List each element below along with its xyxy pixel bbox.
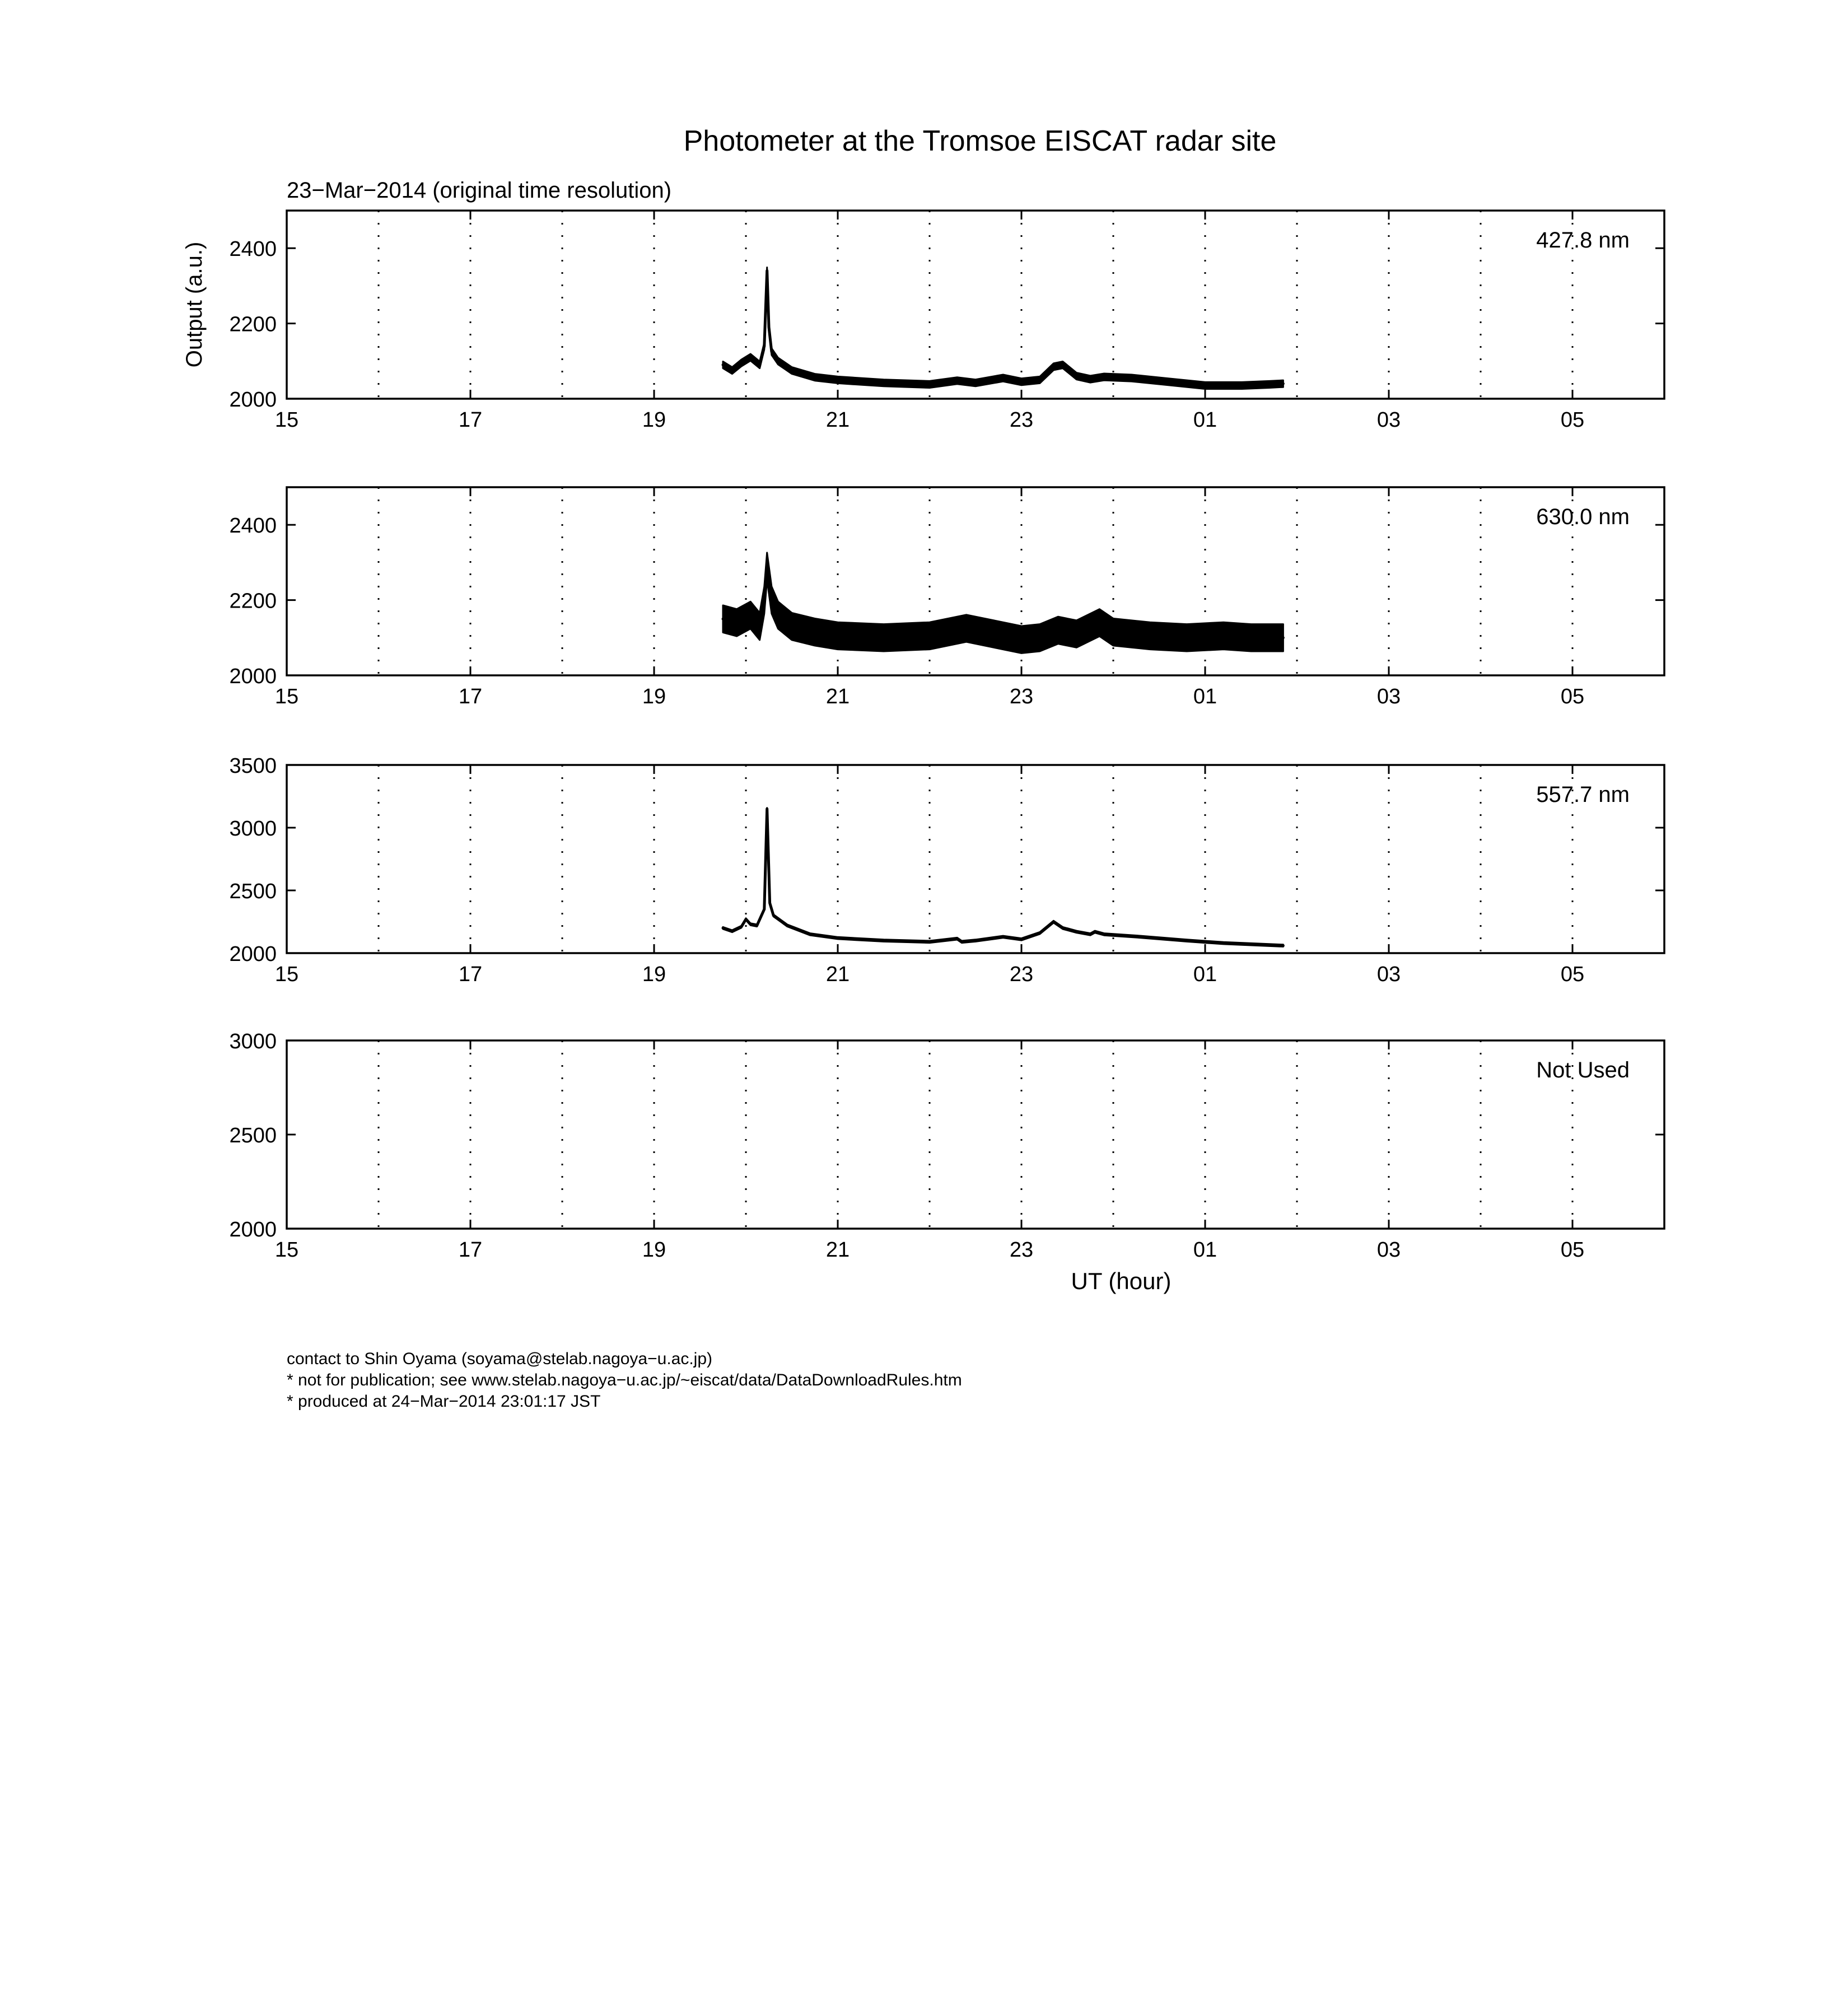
chart-panel-1 [182,211,1664,432]
y-tick-label: 2400 [229,237,277,262]
y-tick-label: 2400 [229,514,277,538]
footer-produced-at: * produced at 24−Mar−2014 23:01:17 JST [287,1392,601,1411]
footer-contact: contact to Shin Oyama (soyama@stelab.nagoya−u.ac.jp) [287,1350,713,1368]
data-noise-band [723,553,1283,654]
x-tick-label: 19 [642,963,666,986]
x-tick-label: 23 [1009,963,1034,986]
x-tick-label: 03 [1376,963,1401,986]
x-tick-label: 21 [825,963,850,986]
panel-label: 427.8 nm [1536,228,1630,253]
chart-panel-4 [229,1030,1664,1294]
x-tick-label: 23 [1009,685,1034,708]
panel-label: 557.7 nm [1536,782,1630,807]
x-axis-label: UT (hour) [1071,1268,1172,1294]
x-tick-label: 15 [274,1238,299,1262]
x-tick-label: 23 [1009,1238,1034,1262]
y-tick-label: 3000 [229,1030,277,1053]
y-tick-label: 2200 [229,312,277,337]
plot-frame [287,765,1664,953]
x-tick-label: 01 [1193,963,1217,986]
x-tick-label: 01 [1193,408,1217,432]
x-tick-label: 21 [825,408,850,432]
x-tick-label: 01 [1193,685,1217,708]
x-tick-label: 05 [1560,685,1585,708]
chart-panel-3 [229,754,1664,986]
x-tick-label: 03 [1376,408,1401,432]
y-tick-label: 2000 [229,1218,277,1242]
x-tick-label: 19 [642,1238,666,1262]
footer-notes [287,1348,962,1412]
data-noise-band [723,268,1283,389]
y-tick-label: 2500 [229,1124,277,1147]
y-axis-label: Output (a.u.) [182,241,207,368]
x-tick-label: 17 [458,408,483,432]
x-tick-label: 17 [458,685,483,708]
x-tick-label: 15 [274,963,299,986]
x-tick-label: 05 [1560,963,1585,986]
y-tick-label: 2200 [229,589,277,613]
y-tick-label: 2000 [229,388,277,412]
figure-title: Photometer at the Tromsoe EISCAT radar site [683,125,1277,157]
plot-frame [287,211,1664,399]
y-tick-label: 3500 [229,754,277,778]
y-tick-label: 2000 [229,665,277,688]
x-tick-label: 21 [825,1238,850,1262]
data-noise-band [723,808,1283,947]
x-tick-label: 05 [1560,1238,1585,1262]
footer-publication-note: * not for publication; see www.stelab.nagoya−u.ac.jp/~eiscat/data/DataDownloadRules.htm [287,1371,962,1389]
x-tick-label: 19 [642,408,666,432]
x-tick-label: 17 [458,1238,483,1262]
y-tick-label: 2000 [229,942,277,966]
y-tick-label: 2500 [229,880,277,903]
data-line [723,271,1283,386]
x-tick-label: 01 [1193,1238,1217,1262]
x-tick-label: 15 [274,408,299,432]
y-tick-label: 3000 [229,817,277,841]
x-tick-label: 17 [458,963,483,986]
x-tick-label: 15 [274,685,299,708]
chart-panel-2 [229,487,1664,708]
panel-label: Not Used [1536,1058,1630,1082]
x-tick-label: 03 [1376,1238,1401,1262]
x-tick-label: 23 [1009,408,1034,432]
x-tick-label: 21 [825,685,850,708]
plot-frame [287,487,1664,675]
data-line [723,809,1283,945]
figure-subtitle: 23−Mar−2014 (original time resolution) [287,178,672,203]
x-tick-label: 03 [1376,685,1401,708]
plot-frame [287,1040,1664,1229]
x-tick-label: 19 [642,685,666,708]
panel-label: 630.0 nm [1536,505,1630,529]
x-tick-label: 05 [1560,408,1585,432]
